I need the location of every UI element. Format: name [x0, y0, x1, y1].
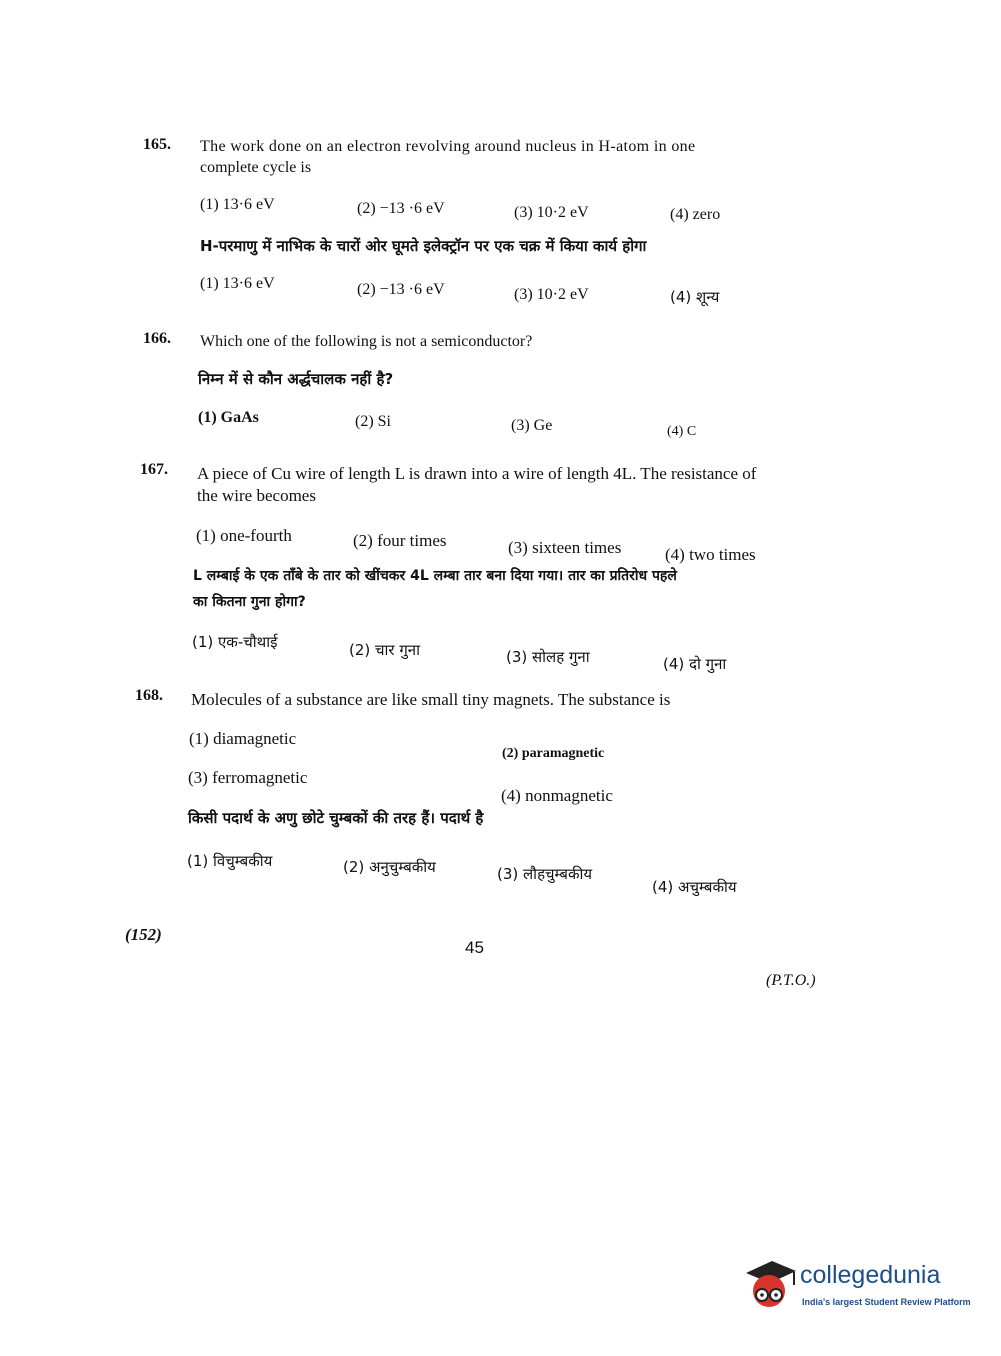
- option-1: (1) one-fourth: [196, 526, 292, 545]
- question-text-en: A piece of Cu wire of length L is drawn into a wire of length 4L. The resistance of: [197, 464, 757, 483]
- question-text-hi-cont: का कितना गुना होगा?: [193, 594, 306, 610]
- option-1: (1) 13·6 eV: [200, 196, 275, 213]
- question-text-hi: H-परमाणु में नाभिक के चारों ओर घूमते इलेक्ट्रॉन पर एक चक्र में किया कार्य होगा: [200, 237, 647, 255]
- option-2-hi: (2) −13 ·6 eV: [357, 281, 445, 298]
- option-3: (3) 10·2 eV: [514, 204, 589, 221]
- option-1: (1) diamagnetic: [189, 729, 297, 748]
- option-2: (2) paramagnetic: [502, 746, 605, 761]
- logo-wordmark: collegedunia: [800, 1261, 941, 1289]
- please-turn-over: (P.T.O.): [766, 972, 816, 989]
- logo-tagline: India's largest Student Review Platform: [802, 1297, 971, 1307]
- option-3-hi: (3) सोलह गुना: [506, 648, 590, 666]
- collegedunia-logo: [742, 1247, 972, 1317]
- paper-code: (152): [125, 925, 162, 944]
- question-text-hi: निम्न में से कौन अर्द्धचालक नहीं है?: [198, 370, 394, 388]
- question-text-en: The work done on an electron revolving around nucleus in H-atom in one: [200, 138, 696, 155]
- mascot-icon: [742, 1255, 798, 1315]
- option-2-hi: (2) अनुचुम्बकीय: [343, 858, 436, 876]
- option-4: (4) zero: [670, 206, 721, 223]
- option-4: (4) nonmagnetic: [501, 786, 613, 805]
- option-3: (3) Ge: [511, 417, 553, 434]
- question-text-en: Molecules of a substance are like small tiny magnets. The substance is: [191, 690, 671, 709]
- question-text-en-cont: complete cycle is: [200, 159, 312, 176]
- option-4-hi: (4) शून्य: [670, 288, 720, 306]
- option-2: (2) four times: [353, 531, 447, 550]
- option-1-hi: (1) 13·6 eV: [200, 275, 275, 292]
- option-3-hi: (3) लौहचुम्बकीय: [497, 865, 593, 883]
- option-3: (3) sixteen times: [508, 538, 622, 557]
- option-1-hi: (1) एक-चौथाई: [192, 633, 278, 651]
- question-number: 167.: [140, 461, 168, 478]
- option-4-hi: (4) अचुम्बकीय: [652, 878, 737, 896]
- question-text-hi: L लम्बाई के एक ताँबे के तार को खींचकर 4L लम्बा तार बना दिया गया। तार का प्रतिरोध पहले: [193, 568, 677, 584]
- option-1-hi: (1) विचुम्बकीय: [187, 852, 273, 870]
- question-number: 168.: [135, 687, 163, 704]
- question-text-en: Which one of the following is not a semiconductor?: [200, 333, 533, 350]
- option-2-hi: (2) चार गुना: [349, 641, 420, 659]
- question-number: 165.: [143, 136, 171, 153]
- question-text-hi: किसी पदार्थ के अणु छोटे चुम्बकों की तरह हैं। पदार्थ है: [188, 809, 484, 827]
- option-2: (2) −13 ·6 eV: [357, 200, 445, 217]
- option-2: (2) Si: [355, 413, 391, 430]
- question-number: 166.: [143, 330, 171, 347]
- option-1: (1) GaAs: [198, 409, 259, 426]
- question-text-en-cont: the wire becomes: [197, 486, 316, 505]
- option-4: (4) C: [667, 424, 697, 439]
- option-3: (3) ferromagnetic: [188, 768, 308, 787]
- option-4: (4) two times: [665, 545, 756, 564]
- page-number: 45: [465, 938, 484, 957]
- option-3-hi: (3) 10·2 eV: [514, 286, 589, 303]
- option-4-hi: (4) दो गुना: [663, 655, 727, 673]
